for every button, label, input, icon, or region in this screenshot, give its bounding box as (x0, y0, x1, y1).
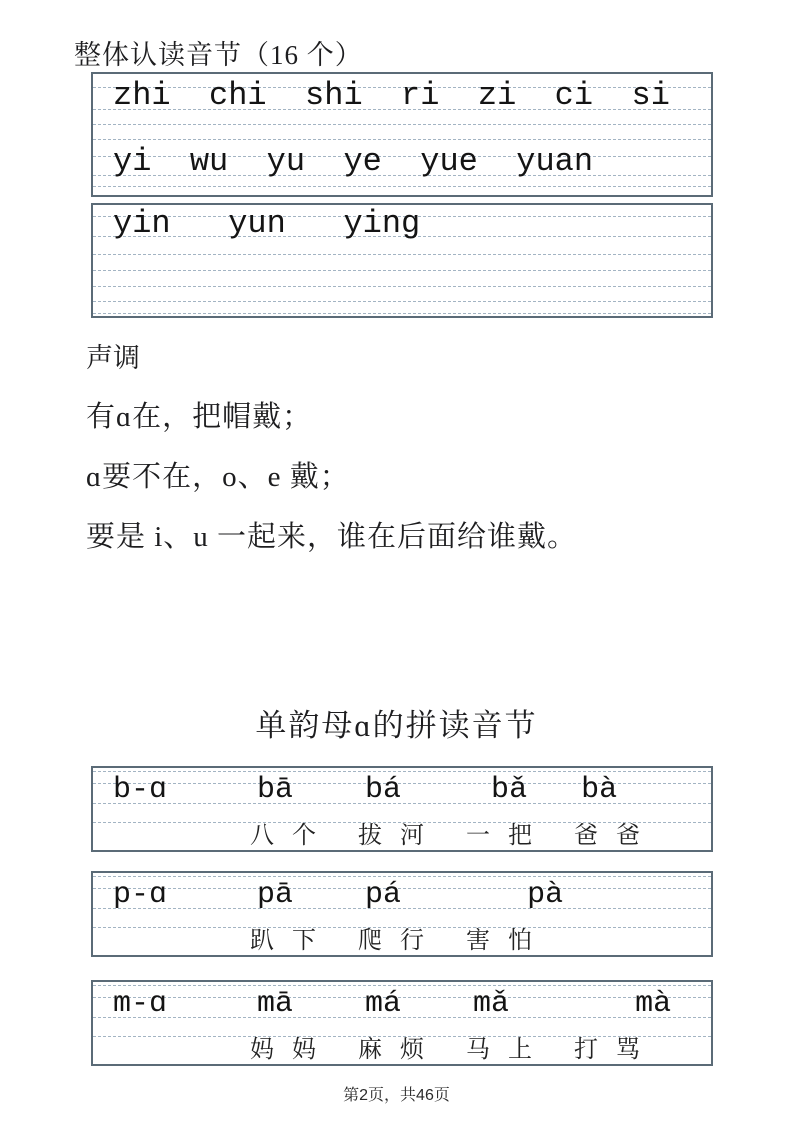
guide-line (93, 985, 711, 986)
spelling-pinyin-row: b-ɑ bā bá bǎ bà (113, 773, 618, 807)
example-words-row: 妈妈 麻烦 马上 打骂 (250, 1037, 658, 1063)
guide-line (93, 286, 711, 287)
tones-heading: 声调 (86, 343, 140, 373)
page-number: 第2页，共46页 (343, 1087, 450, 1104)
spelling-pinyin-row: p-ɑ pā pá pà (113, 878, 564, 912)
spelling-box-p-a (91, 871, 713, 957)
guide-line (93, 254, 711, 255)
spelling-pinyin-row: m-ɑ mā má mǎ mà (113, 987, 672, 1021)
guide-line (93, 139, 711, 140)
guide-line (93, 301, 711, 302)
pinyin-row-3: yin yun ying (113, 205, 421, 242)
tone-rhyme-line-1: 有ɑ在，把帽戴； (86, 401, 313, 433)
spelling-box-b-a (91, 766, 713, 852)
pinyin-row-1: zhi chi shi ri zi ci si (113, 77, 670, 114)
guide-line (93, 270, 711, 271)
section-title-whole-syllables: 整体认读音节（16 个） (74, 40, 363, 70)
spelling-box-m-a (91, 980, 713, 1066)
guide-line (93, 124, 711, 125)
guide-line (93, 876, 711, 877)
tone-rhyme-line-3: 要是 i、u 一起来，谁在后面给谁戴。 (86, 521, 578, 553)
section-title-a-spelling: 单韵母ɑ的拼读音节 (255, 708, 538, 743)
guide-line (93, 186, 711, 187)
pinyin-practice-box-2 (91, 203, 713, 318)
guide-line (93, 313, 711, 314)
guide-line (93, 771, 711, 772)
example-words-row: 趴下 爬行 害怕 (250, 928, 550, 954)
example-words-row: 八个 拔河 一把 爸爸 (250, 823, 658, 849)
pinyin-row-2: yi wu yu ye yue yuan (113, 143, 594, 180)
tone-rhyme-line-2: ɑ要不在，o、e 戴； (86, 461, 350, 493)
pinyin-practice-box-1 (91, 72, 713, 197)
